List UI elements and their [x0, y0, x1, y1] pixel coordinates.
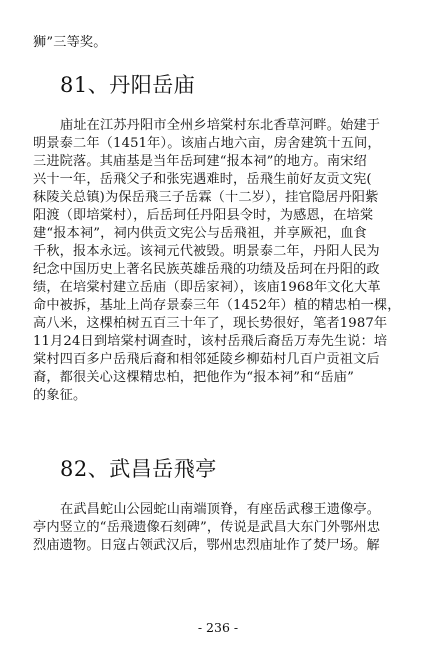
paragraph-line: 高八米，这棵柏树五百三十年了，现长势很好，笔者1987年 — [33, 316, 388, 331]
paragraph-line: 兴十一年，岳飛父子和张宪遇难时，岳飛生前好友贡文宪( — [33, 172, 372, 187]
paragraph-line: 命中被拆，基址上尚存景泰三年（1452年）植的精忠柏一棵， — [33, 298, 401, 313]
paragraph-line: 11月24日到培棠村调查时，该村岳飛后裔岳万寿先生说：培 — [33, 334, 388, 349]
paragraph-line: 秣陵关总镇)为保岳飛三子岳霖（十二岁），挂官隐居丹阳紫 — [33, 190, 379, 205]
paragraph-line: 在武昌蛇山公园蛇山南端顶脊，有座岳武穆王遗像亭。 — [60, 502, 381, 517]
section-heading-82: 82、武昌岳飛亭 — [60, 457, 217, 481]
paragraph-line: 千秋，报本永远。该祠元代被毁。明景泰二年，丹阳人民为 — [33, 244, 380, 259]
paragraph-line: 明景泰二年（1451年）。该庙占地六亩，房舍建筑十五间， — [33, 136, 381, 151]
paragraph-line: 三进院落。其庙基是当年岳珂建“报本祠”的地方。南宋绍 — [33, 154, 367, 169]
paragraph-line: 绩，在培棠村建立岳庙（即岳家祠），该庙1968年文化大革 — [33, 280, 381, 295]
paragraph-line: 庙址在江苏丹阳市全州乡培棠村东北香草河畔。始建于 — [60, 118, 381, 133]
paragraph-line: 裔，都很关心这棵精忠柏，把他作为“报本祠”和“岳庙” — [33, 370, 354, 385]
paragraph-line: 阳渡（即培棠村），后岳珂任丹阳县令时，为感恩，在培棠 — [33, 208, 374, 223]
paragraph-line: 建“报本祠”，祠内供贡文宪公与岳飛祖，并享厥祀，血食 — [33, 226, 367, 241]
paragraph-line: 的象征。 — [33, 388, 87, 403]
section-heading-81: 81、丹阳岳庙 — [60, 73, 196, 97]
page-number: - 236 - — [197, 620, 239, 635]
paragraph-line: 亭内竖立的“岳飛遗像石刻碑”，传说是武昌大东门外鄂州忠 — [33, 520, 381, 535]
paragraph-line: 纪念中国历史上著名民族英雄岳飛的功绩及岳珂在丹阳的政 — [33, 262, 380, 277]
paragraph-line: 烈庙遗物。日寇占领武汉后，鄂州忠烈庙址作了焚尸场。解 — [33, 538, 380, 553]
paragraph-line: 棠村四百多户岳飛后裔和相邻延陵乡柳茹村几百户贡祖文后 — [33, 352, 380, 367]
continuation-line: 狮”三等奖。 — [33, 35, 107, 50]
